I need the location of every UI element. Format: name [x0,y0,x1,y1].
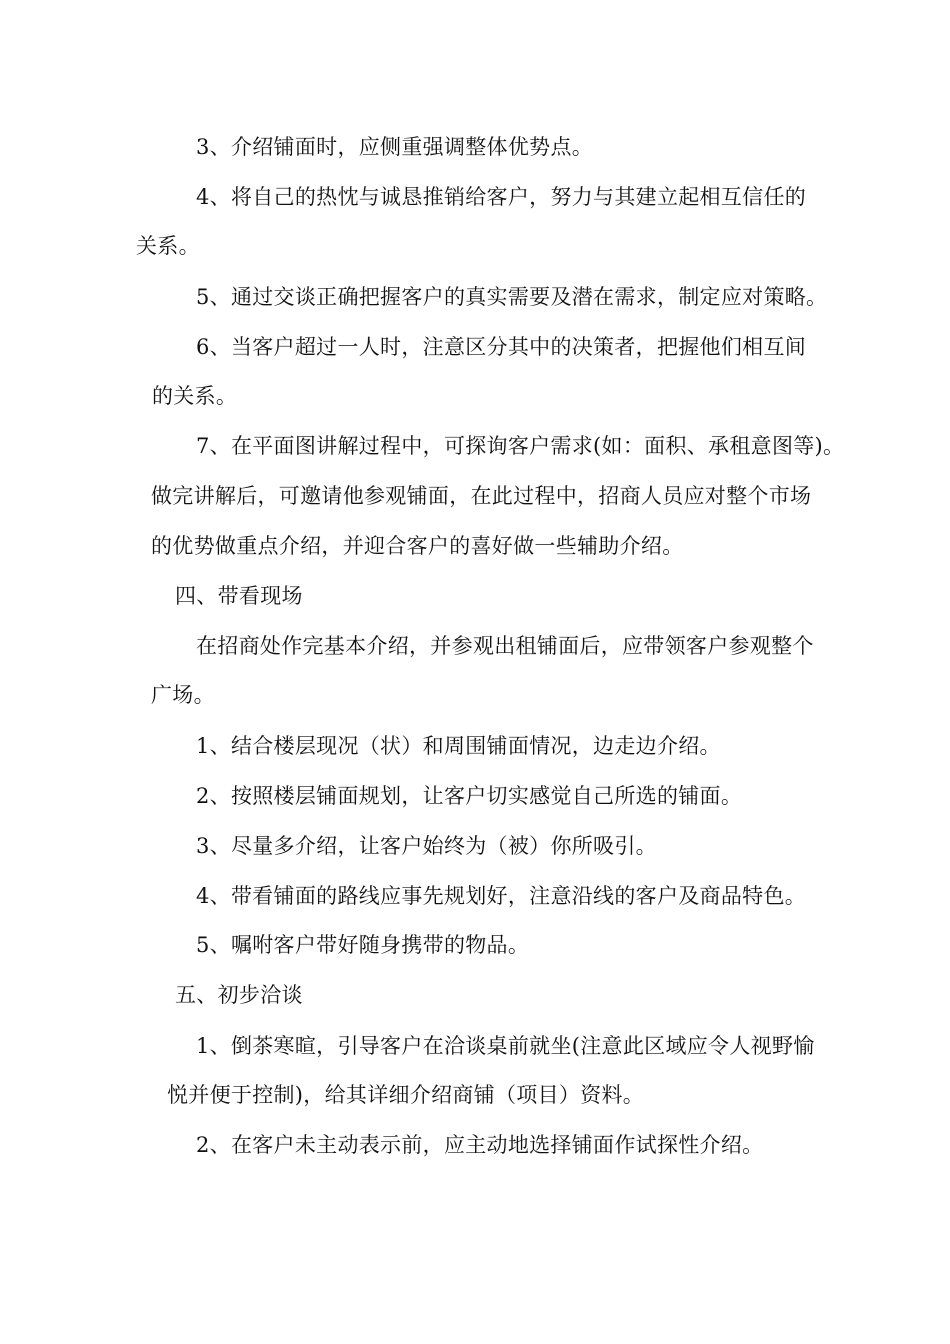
paragraph-line: 3、介绍铺面时，应侧重强调整体优势点。 [196,135,594,159]
paragraph-line: 悦并便于控制)，给其详细介绍商铺（项目）资料。 [167,1083,645,1107]
paragraph-line: 4、将自己的热忱与诚恳推销给客户，努力与其建立起相互信任的 [196,185,807,209]
paragraph-line: 广场。 [151,683,215,707]
paragraph-line: 1、倒茶寒暄，引导客户在洽谈桌前就坐(注意此区域应令人视野愉 [196,1034,815,1058]
paragraph-line: 2、在客户未主动表示前，应主动地选择铺面作试探性介绍。 [196,1133,764,1157]
paragraph-line: 5、嘱咐客户带好随身携带的物品。 [196,933,530,957]
paragraph-line: 6、当客户超过一人时，注意区分其中的决策者，把握他们相互间 [196,335,807,359]
paragraph-line: 7、在平面图讲解过程中，可探询客户需求(如：面积、承租意图等)。 [196,434,845,458]
paragraph-line: 3、尽量多介绍，让客户始终为（被）你所吸引。 [196,834,657,858]
section-heading: 五、初步洽谈 [175,983,303,1007]
paragraph-line: 的优势做重点介绍，并迎合客户的喜好做一些辅助介绍。 [151,534,684,558]
paragraph-line: 在招商处作完基本介绍，并参观出租铺面后，应带领客户参观整个 [196,634,814,658]
paragraph-line: 的关系。 [152,384,238,408]
section-heading: 四、带看现场 [175,584,303,608]
paragraph-line: 2、按照楼层铺面规划，让客户切实感觉自己所选的铺面。 [196,784,743,808]
paragraph-line: 5、通过交谈正确把握客户的真实需要及潜在需求，制定应对策略。 [196,285,828,309]
paragraph-line: 做完讲解后，可邀请他参观铺面，在此过程中，招商人员应对整个市场 [151,484,812,508]
paragraph-line: 4、带看铺面的路线应事先规划好，注意沿线的客户及商品特色。 [196,884,807,908]
paragraph-line: 关系。 [136,234,200,258]
paragraph-line: 1、结合楼层现况（状）和周围铺面情况，边走边介绍。 [196,734,721,758]
